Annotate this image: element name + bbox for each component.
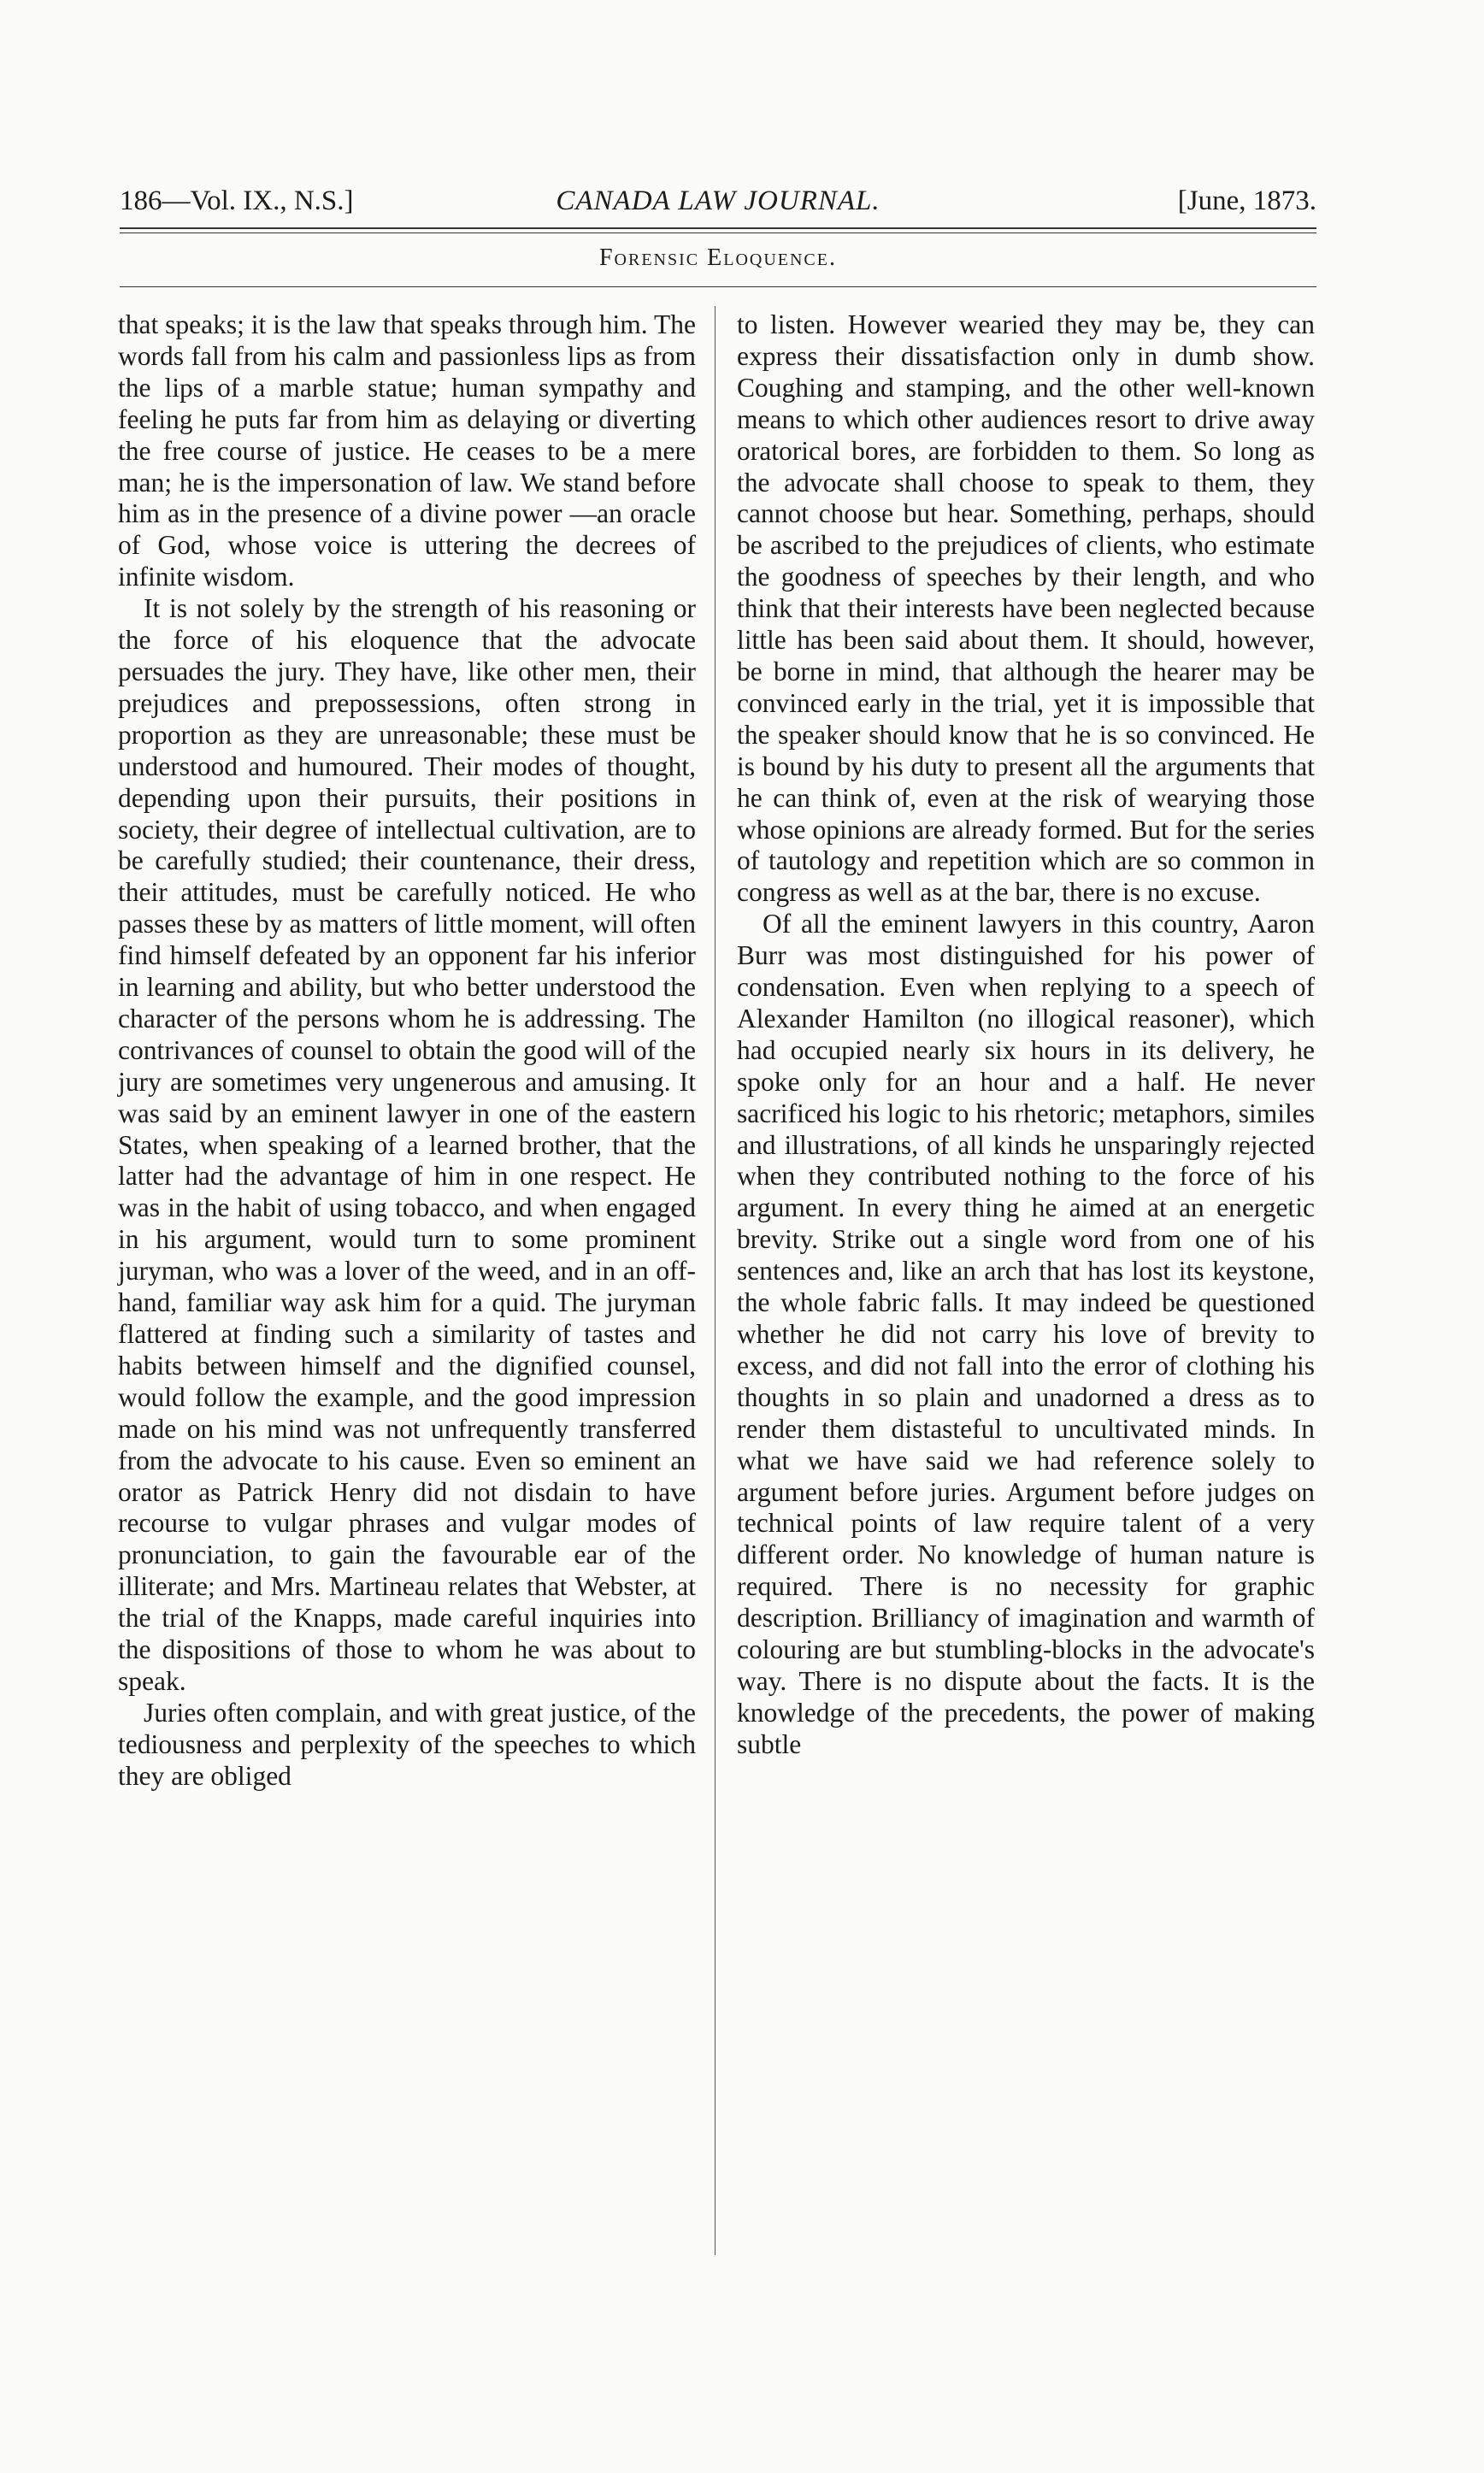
paragraph: It is not solely by the strength of his reasoning or the force of his eloquence that the advocate persuades the jury. They have, like other men, their prejudices and prepossessions, often strong in proportion as they are unreasonable; these must be understood and humoured. Their modes of thought, depending upon their pursuits, their positions in society, their degree of intellectual cultivation, are to be carefully studied; their countenance, their dress, their attitudes, must be carefully noticed. He who passes these by as matters of little moment, will often find himself defeated by an opponent far his inferior in learning and ability, but who better understood the character of the persons whom he is addressing. The contrivances of counsel to obtain the good will of the jury are sometimes very ungenerous and amusing. It was said by an eminent lawyer in one of the eastern States, when speaking of a learned brother, that the latter had the advantage of him in one respect. He was in the habit of using tobacco, and when engaged in his argument, would turn to some prominent juryman, who was a lover of the weed, and in an off-hand, familiar way ask him for a quid. The juryman flattered at finding such a similarity of tastes and habits between himself and the dignified counsel, would follow the example, and the good impression made on his mind was not unfrequently transferred from the advocate to his cause. Even so eminent an orator as Patrick Henry did not disdain to have recourse to vulgar phrases and vulgar modes of pronunciation, to gain the favourable ear of the illiterate; and Mrs. Martineau relates that Webster, at the trial of the Knapps, made careful inquiries into the dispositions of those to whom he was about to speak. [118,593,696,1696]
paragraph: that speaks; it is the law that speaks through him. The words fall from his calm and passionless lips as from the lips of a marble statue; human sympathy and feeling he puts far from him as delaying or diverting the free course of justice. He ceases to be a mere man; he is the impersonation of law. We stand before him as in the presence of a divine power —an oracle of God, whose voice is uttering the decrees of infinite wisdom. [118,309,696,592]
left-column [118,309,696,1793]
header-rule [120,227,1316,229]
page-volume-label: 186—Vol. IX., N.S.] [120,185,354,216]
paragraph: Juries often complain, and with great justice, of the tediousness and perplexity of the speeches to which they are obliged [118,1697,696,1791]
journal-title: CANADA LAW JOURNAL. [556,185,880,216]
column-divider [715,306,716,2255]
running-head [120,180,1316,222]
section-title: Forensic Eloquence. [598,244,837,271]
issue-date: [June, 1873. [1177,185,1316,216]
section-rule [120,286,1316,287]
right-column [737,309,1315,1761]
paragraph: Of all the eminent lawyers in this country, Aaron Burr was most distinguished for his power of condensation. Even when replying to a speech of Alexander Hamilton (no illogical reasoner), which had occupied nearly six hours in its delivery, he spoke only for an hour and a half. He never sacrificed his logic to his rhetoric; metaphors, similes and illustrations, of all kinds he unsparingly rejected when they contributed nothing to the force of his argument. In every thing he aimed at an energetic brevity. Strike out a single word from one of his sentences and, like an arch that has lost its keystone, the whole fabric falls. It may indeed be questioned whether he did not carry his love of brevity to excess, and did not fall into the error of clothing his thoughts in so plain and unadorned a dress as to render them distasteful to uncultivated minds. In what we have said we had reference solely to argument before juries. Argument before judges on technical points of law require talent of a very different order. No knowledge of human nature is required. There is no necessity for graphic description. Brilliancy of imagination and warmth of colouring are but stumbling-blocks in the advocate's way. There is no dispute about the facts. It is the knowledge of the precedents, the power of making subtle [737,909,1315,1759]
paragraph: to listen. However wearied they may be, they can express their dissatisfaction only in dumb show. Coughing and stamping, and the other well-known means to which other audiences resort to drive away oratorical bores, are forbidden to them. So long as the advocate shall choose to speak to them, they cannot choose but hear. Something, perhaps, should be ascribed to the prejudices of clients, who estimate the goodness of speeches by their length, and who think that their interests have been neglected because little has been said about them. It should, however, be borne in mind, that although the hearer may be convinced early in the trial, yet it is impossible that the speaker should know that he is so convinced. He is bound by his duty to present all the arguments that he can think of, even at the risk of wearying those whose opinions are already formed. But for the series of tautology and repetition which are so common in congress as well as at the bar, there is no excuse. [737,309,1315,908]
